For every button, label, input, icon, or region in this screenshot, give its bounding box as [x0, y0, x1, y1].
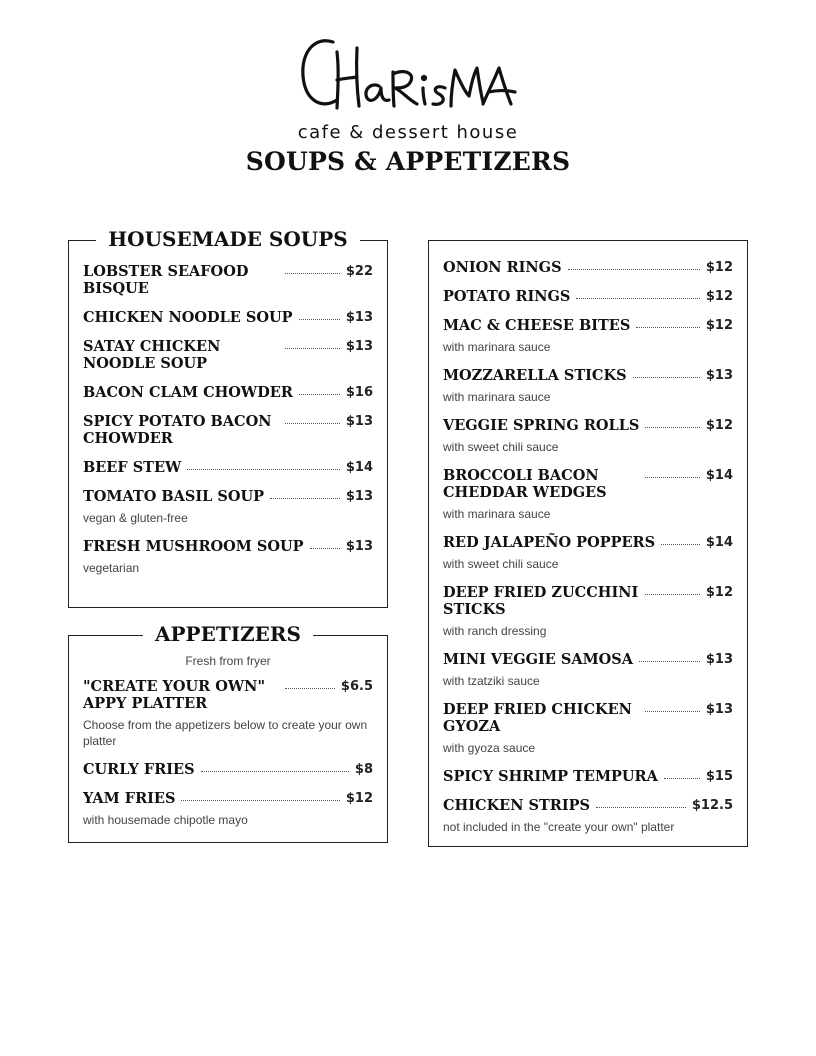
item-description: with marinara sauce	[443, 390, 551, 404]
menu-item	[83, 790, 373, 828]
dot-leader	[285, 263, 340, 274]
menu-item	[83, 384, 373, 401]
menu-item	[83, 678, 373, 749]
tagline: cafe & dessert house	[297, 122, 519, 143]
item-name: YAM FRIES	[83, 790, 176, 807]
appetizers-subtitle: Fresh from fryer	[185, 654, 271, 668]
item-price: $13	[345, 539, 373, 554]
item-name: CHICKEN STRIPS	[443, 797, 590, 814]
menu-item	[443, 259, 733, 276]
item-description: not included in the "create your own" platter	[443, 820, 675, 834]
dot-leader	[299, 384, 340, 395]
item-description: with marinara sauce	[443, 507, 551, 521]
item-price: $13	[345, 414, 373, 429]
item-name: BROCCOLI BACON CHEDDAR WEDGES	[443, 467, 607, 501]
menu-item	[83, 459, 373, 476]
dot-leader	[285, 678, 335, 689]
item-description: with sweet chili sauce	[443, 557, 559, 571]
dot-leader	[636, 317, 700, 328]
item-name: SPICY SHRIMP TEMPURA	[443, 768, 658, 785]
item-name: LOBSTER SEAFOOD BISQUE	[83, 263, 249, 297]
item-price: $13	[345, 489, 373, 504]
item-name: MINI VEGGIE SAMOSA	[443, 651, 633, 668]
dot-leader	[633, 367, 700, 378]
menu-header	[0, 30, 816, 176]
soups-section	[68, 227, 388, 608]
item-price: $8	[354, 762, 373, 777]
menu-item	[83, 309, 373, 326]
item-description: with sweet chili sauce	[443, 440, 559, 454]
item-description: vegetarian	[83, 561, 140, 575]
item-name: "CREATE YOUR OWN" APPY PLATTER	[83, 678, 265, 712]
menu-item	[443, 317, 733, 355]
item-price: $12	[705, 289, 733, 304]
dot-leader	[664, 768, 700, 779]
menu-item	[443, 367, 733, 405]
dot-leader	[270, 488, 340, 499]
item-description: with housemade chipotle mayo	[83, 813, 248, 827]
item-name: POTATO RINGS	[443, 288, 571, 305]
dot-leader	[661, 534, 700, 545]
dot-leader	[310, 538, 340, 549]
item-name: SATAY CHICKEN NOODLE SOUP	[83, 338, 221, 372]
dot-leader	[576, 288, 699, 299]
dot-leader	[181, 790, 339, 801]
item-price: $12	[705, 318, 733, 333]
menu-item	[443, 701, 733, 756]
item-name: BEEF STEW	[83, 459, 182, 476]
item-description: Choose from the appetizers below to create your own platter	[83, 718, 368, 748]
item-name: SPICY POTATO BACON CHOWDER	[83, 413, 272, 447]
menu-item	[83, 538, 373, 576]
item-price: $13	[705, 368, 733, 383]
dot-leader	[285, 338, 340, 349]
item-price: $12	[705, 585, 733, 600]
item-name: ONION RINGS	[443, 259, 562, 276]
item-price: $14	[705, 535, 733, 550]
item-price: $13	[705, 652, 733, 667]
dot-leader	[639, 651, 700, 662]
menu-item	[443, 584, 733, 639]
charisma-logo	[293, 30, 523, 116]
dot-leader	[645, 701, 700, 712]
menu-item	[83, 263, 373, 297]
item-price: $22	[345, 264, 373, 279]
item-name: CHICKEN NOODLE SOUP	[83, 309, 293, 326]
menu-item	[443, 768, 733, 785]
menu-item	[443, 534, 733, 572]
dot-leader	[645, 467, 700, 478]
item-price: $13	[345, 310, 373, 325]
item-price: $6.5	[340, 679, 373, 694]
item-description: with tzatziki sauce	[443, 674, 540, 688]
item-price: $13	[345, 339, 373, 354]
item-description: with marinara sauce	[443, 340, 551, 354]
dot-leader	[187, 459, 340, 470]
item-description: vegan & gluten-free	[83, 511, 188, 525]
item-price: $12	[705, 418, 733, 433]
dot-leader	[568, 259, 700, 270]
menu-item	[83, 413, 373, 447]
item-name: MOZZARELLA STICKS	[443, 367, 627, 384]
menu-item	[83, 338, 373, 372]
appetizers-title: APPETIZERS	[69, 622, 387, 646]
item-price: $15	[705, 769, 733, 784]
item-name: TOMATO BASIL SOUP	[83, 488, 265, 505]
item-price: $14	[705, 468, 733, 483]
item-description: with gyoza sauce	[443, 741, 536, 755]
item-name: RED JALAPEÑO POPPERS	[443, 534, 656, 551]
item-name: MAC & CHEESE BITES	[443, 317, 631, 334]
menu-item	[443, 651, 733, 689]
dot-leader	[645, 584, 700, 595]
dot-leader	[299, 309, 340, 320]
item-name: FRESH MUSHROOM SOUP	[83, 538, 304, 555]
item-price: $14	[345, 460, 373, 475]
item-price: $12	[705, 260, 733, 275]
dot-leader	[596, 797, 686, 808]
dot-leader	[201, 761, 349, 772]
item-name: VEGGIE SPRING ROLLS	[443, 417, 640, 434]
item-price: $12	[345, 791, 373, 806]
item-name: DEEP FRIED CHICKEN GYOZA	[443, 701, 632, 735]
soups-title: HOUSEMADE SOUPS	[69, 227, 387, 251]
dot-leader	[645, 417, 699, 428]
dot-leader	[285, 413, 340, 424]
item-name: DEEP FRIED ZUCCHINI STICKS	[443, 584, 639, 618]
appetizers-list-section	[428, 240, 748, 847]
item-price: $12.5	[691, 798, 733, 813]
item-name: BACON CLAM CHOWDER	[83, 384, 293, 401]
menu-item	[83, 761, 373, 778]
menu-item	[443, 797, 733, 835]
item-price: $16	[345, 385, 373, 400]
item-description: with ranch dressing	[443, 624, 547, 638]
menu-item	[83, 488, 373, 526]
item-name: CURLY FRIES	[83, 761, 195, 778]
menu-item	[443, 288, 733, 305]
menu-item	[443, 467, 733, 522]
appetizers-section	[68, 622, 388, 843]
item-price: $13	[705, 702, 733, 717]
menu-item	[443, 417, 733, 455]
page-title: SOUPS & APPETIZERS	[245, 147, 571, 176]
